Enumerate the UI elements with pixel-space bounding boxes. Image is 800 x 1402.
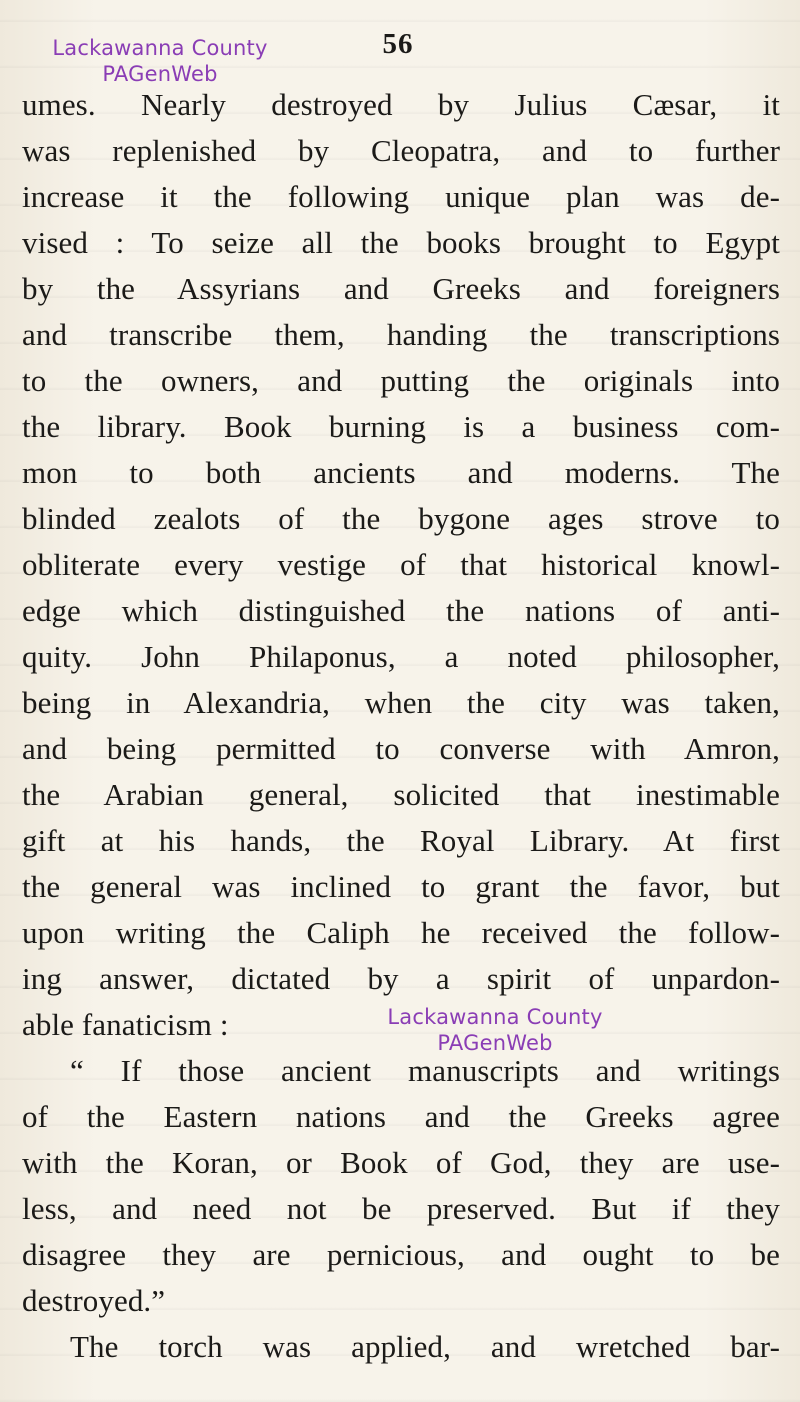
text-line: increase it the following unique plan was de- [22, 179, 780, 214]
text-line: The torch was applied, and wretched bar- [70, 1329, 780, 1364]
text-line: mon to both ancients and moderns. The [22, 455, 780, 490]
text-line: ing answer, dictated by a spirit of unpardon- [22, 961, 780, 996]
quote-line: less, and need not be preserved. But if they [22, 1191, 780, 1226]
text-line: the general was inclined to grant the favor, but [22, 869, 780, 904]
text-line: and being permitted to converse with Amron, [22, 731, 780, 766]
quote-line: of the Eastern nations and the Greeks agree [22, 1099, 780, 1134]
text-line: the Arabian general, solicited that inestimable [22, 777, 780, 812]
text-line: umes. Nearly destroyed by Julius Cæsar, it [22, 87, 780, 122]
quote-line: disagree they are pernicious, and ought to be [22, 1237, 780, 1272]
watermark-middle [360, 1004, 630, 1056]
quote-line: with the Koran, or Book of God, they are use- [22, 1145, 780, 1180]
text-line: vised : To seize all the books brought to Egypt [22, 225, 780, 260]
text-line: by the Assyrians and Greeks and foreigners [22, 271, 780, 306]
quote-line: “ If those ancient manuscripts and writings [70, 1053, 780, 1088]
page-number: 56 [382, 28, 414, 60]
text-line: obliterate every vestige of that historical knowl- [22, 547, 780, 582]
text-line: upon writing the Caliph he received the follow- [22, 915, 780, 950]
text-line: being in Alexandria, when the city was taken, [22, 685, 780, 720]
text-line: edge which distinguished the nations of anti- [22, 593, 780, 628]
watermark-line: Lackawanna County [52, 36, 268, 60]
watermark-top [30, 35, 290, 87]
watermark-line: PAGenWeb [437, 1031, 553, 1055]
text-line: the library. Book burning is a business com- [22, 409, 780, 444]
quote-line: destroyed.” [22, 1283, 166, 1318]
text-line: to the owners, and putting the originals into [22, 363, 780, 398]
text-line: able fanaticism : [22, 1007, 229, 1042]
text-line: and transcribe them, handing the transcriptions [22, 317, 780, 352]
watermark-line: PAGenWeb [102, 62, 218, 86]
text-line: blinded zealots of the bygone ages strove to [22, 501, 780, 536]
text-line: quity. John Philaponus, a noted philosopher, [22, 639, 780, 674]
body-text [22, 82, 780, 1370]
watermark-line: Lackawanna County [387, 1005, 603, 1029]
text-line: gift at his hands, the Royal Library. At first [22, 823, 780, 858]
text-line: was replenished by Cleopatra, and to further [22, 133, 780, 168]
